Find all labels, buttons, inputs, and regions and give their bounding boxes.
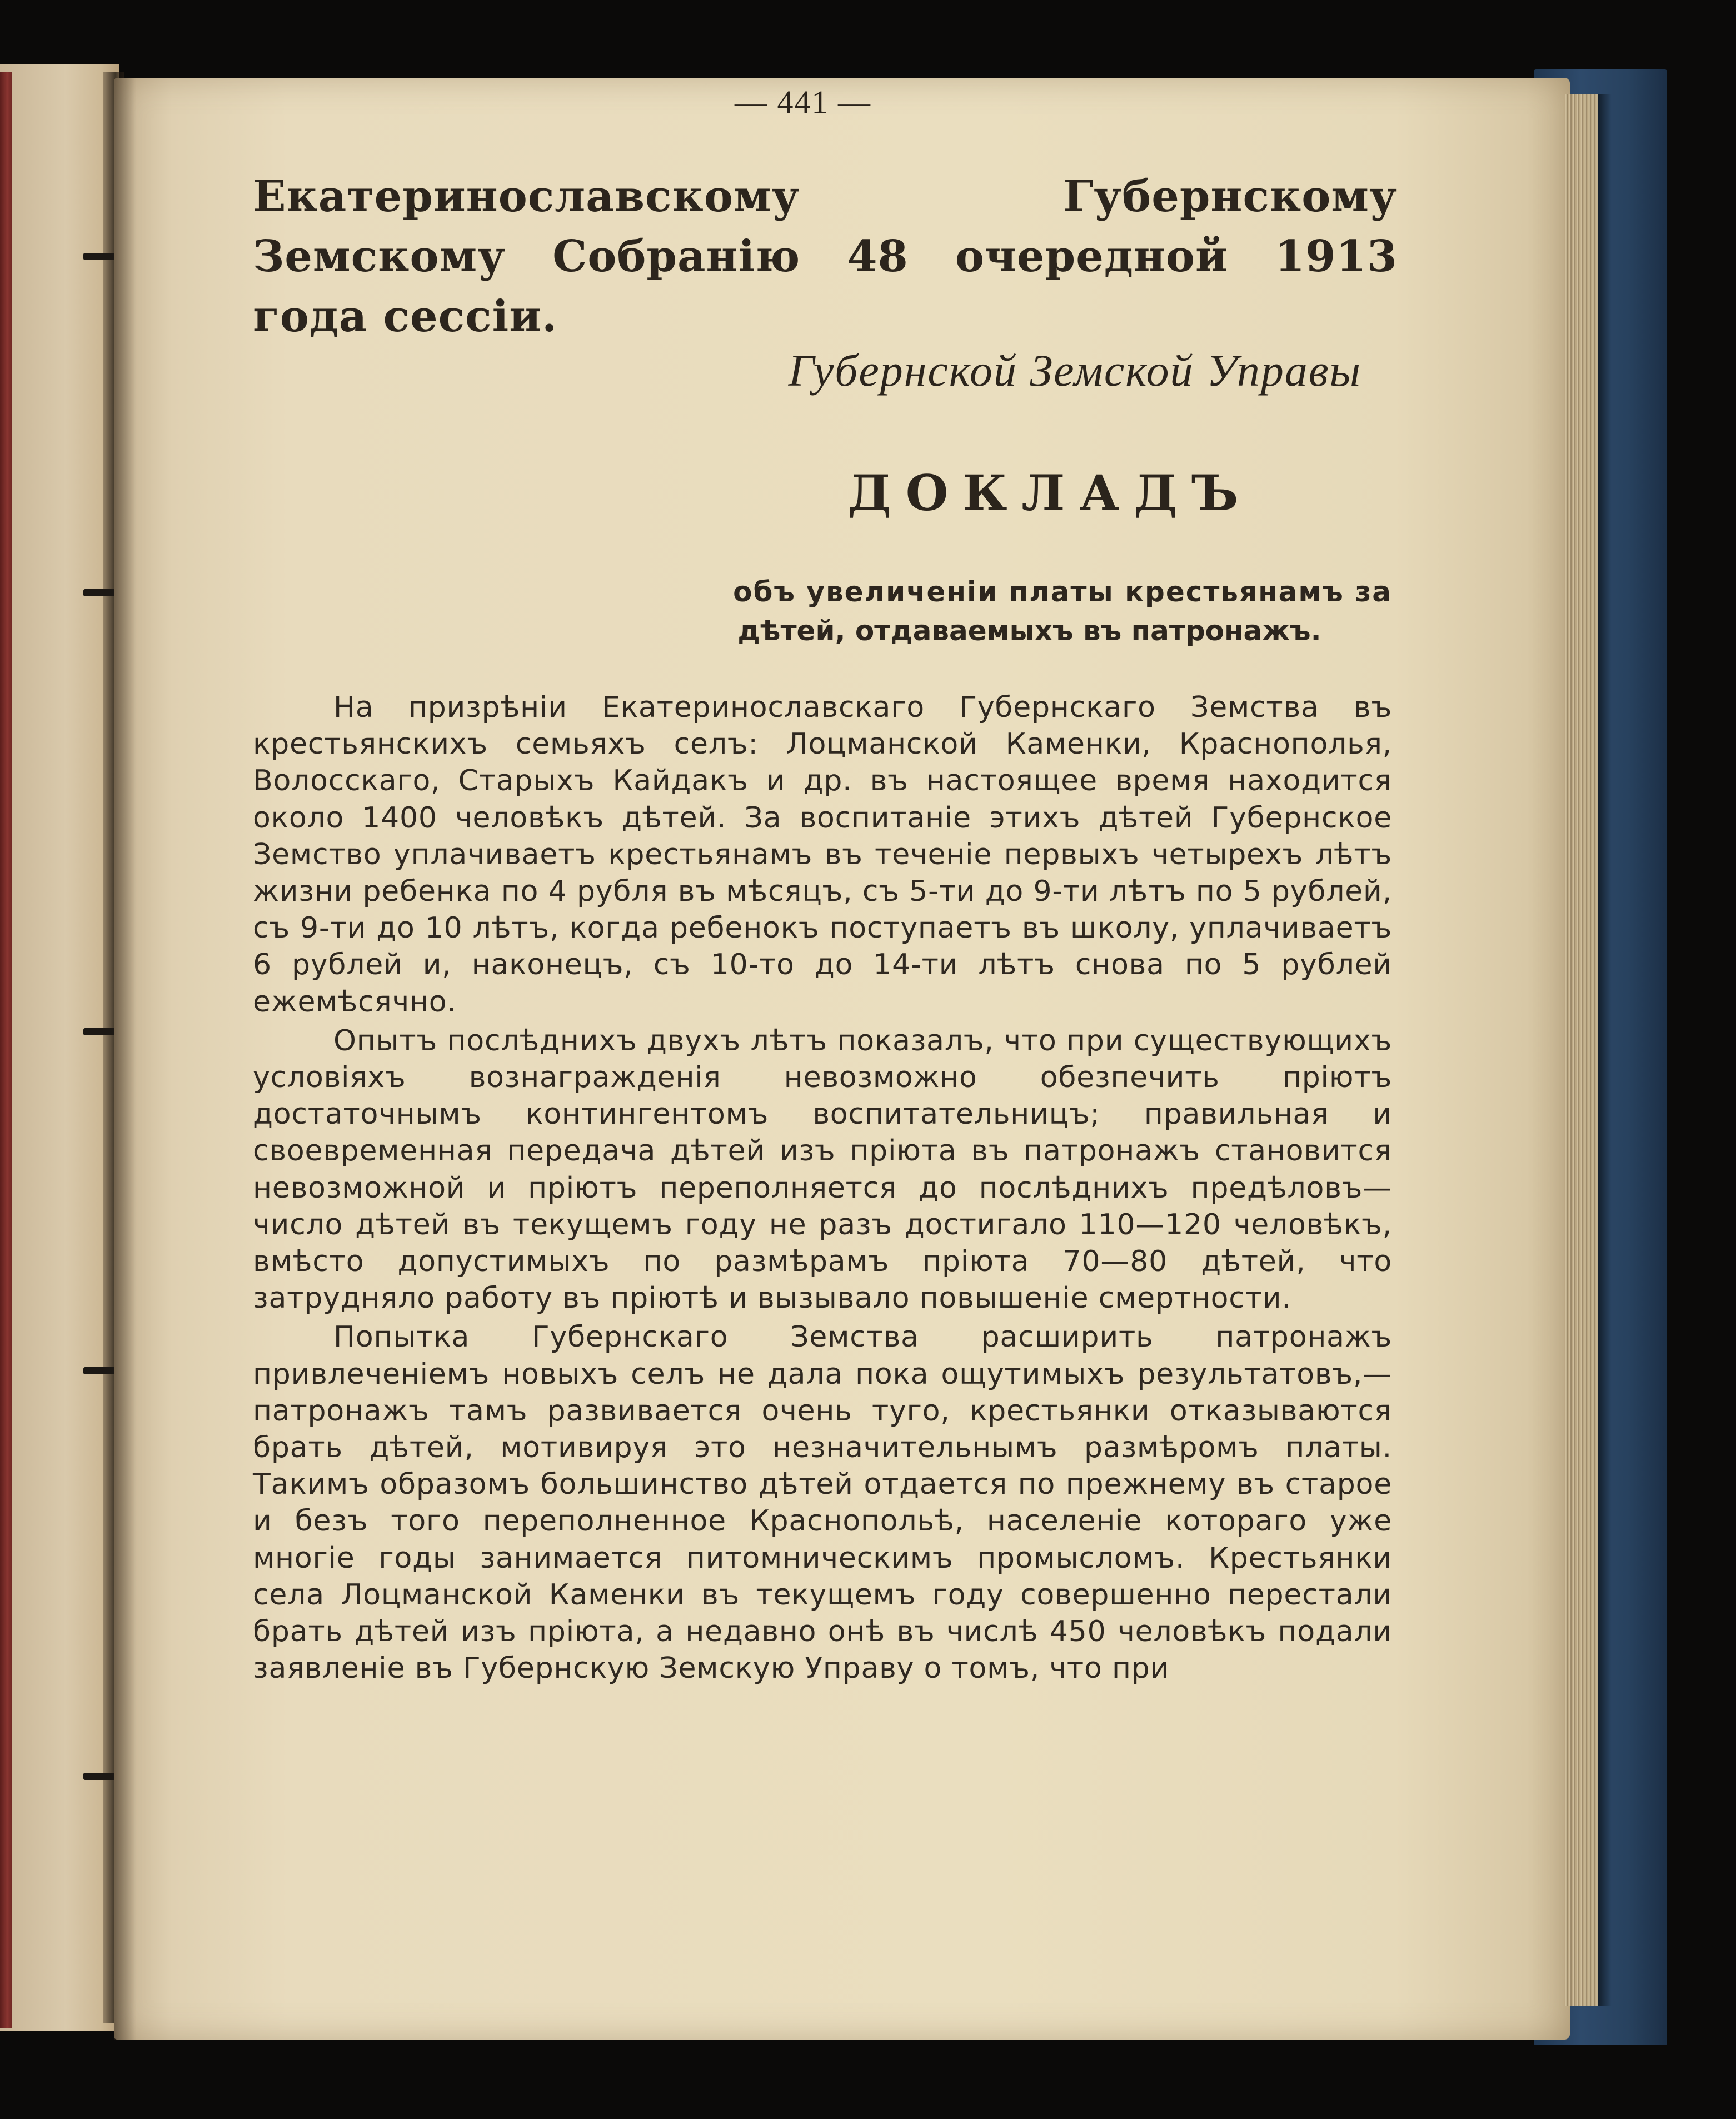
report-body	[253, 689, 1392, 1689]
paragraph: Опытъ послѣднихъ двухъ лѣтъ показалъ, что при существующихъ условіяхъ вознагражденія невозможно обезпечить пріютъ достаточнымъ контингентомъ воспитательницъ; правильная и своевременная передача дѣтей изъ пріюта въ патронажъ становится невозможной и пріютъ переполняется до послѣднихъ предѣловъ—число дѣтей въ текущемъ году не разъ достигало 110—120 человѣкъ, вмѣсто допустимыхъ по размѣрамъ пріюта 70—80 дѣтей, что затрудняло работу въ пріютѣ и вызывало повышеніе смертности.	[253, 1024, 1392, 1315]
subject-line-1: объ увеличеніи платы крестьянамъ за	[733, 576, 1392, 608]
left-red-cover-edge	[0, 72, 12, 2028]
page-number: — 441 —	[735, 84, 871, 120]
authority-line: Губернской Земской Управы	[788, 345, 1361, 396]
paragraph: Попытка Губернскаго Земства расширить патронажъ привлеченіемъ новыхъ селъ не дала пока ощутимыхъ результатовъ,—патронажъ тамъ развивается очень туго, крестьянки отказываются брать дѣтей, мотивируя это незначительнымъ размѣромъ платы. Такимъ образомъ большинство дѣтей отдается по прежнему въ старое и безъ того переполненное Краснопольѣ, населеніе котораго уже многіе годы занимается питомническимъ промысломъ. Крестьянки села Лоцманской Каменки въ текущемъ году совершенно перестали брать дѣтей изъ пріюта, а недавно онѣ въ числѣ 450 человѣкъ подали заявленіе въ Губернскую Земскую Управу о томъ, что при	[253, 1320, 1392, 1686]
page-block-edge	[1564, 94, 1598, 2006]
page-edge-shadow	[114, 78, 136, 2040]
page-block-shadow	[1598, 94, 1612, 2006]
facing-left-page	[0, 64, 119, 2031]
paragraph: На призрѣніи Екатеринославскаго Губернскаго Земства въ крестьянскихъ семьяхъ селъ: Лоцманской Каменки, Краснополья, Волосскаго, Старыхъ Кайдакъ и др. въ настоящее время находится около 1400 человѣкъ дѣтей. За воспитаніе этихъ дѣтей Губернское Земство уплачиваетъ крестьянамъ въ теченіе первыхъ четырехъ лѣтъ жизни ребенка по 4 рубля въ мѣсяцъ, съ 5-ти до 9-ти лѣтъ по 5 рублей, съ 9-ти до 10 лѣтъ, когда ребенокъ поступаетъ въ школу, уплачиваетъ 6 рублей и, наконецъ, съ 10-то до 14-ти лѣтъ снова по 5 рублей ежемѣсячно.	[253, 691, 1392, 1019]
document-title: Екатеринославскому Губернскому Земскому Собранію 48 очередной 1913 года сессіи.	[253, 171, 1398, 342]
subject-line-2: дѣтей, отдаваемыхъ въ патронажъ.	[737, 615, 1321, 647]
report-subject	[667, 572, 1392, 650]
report-heading: ДОКЛАДЪ	[847, 464, 1253, 522]
